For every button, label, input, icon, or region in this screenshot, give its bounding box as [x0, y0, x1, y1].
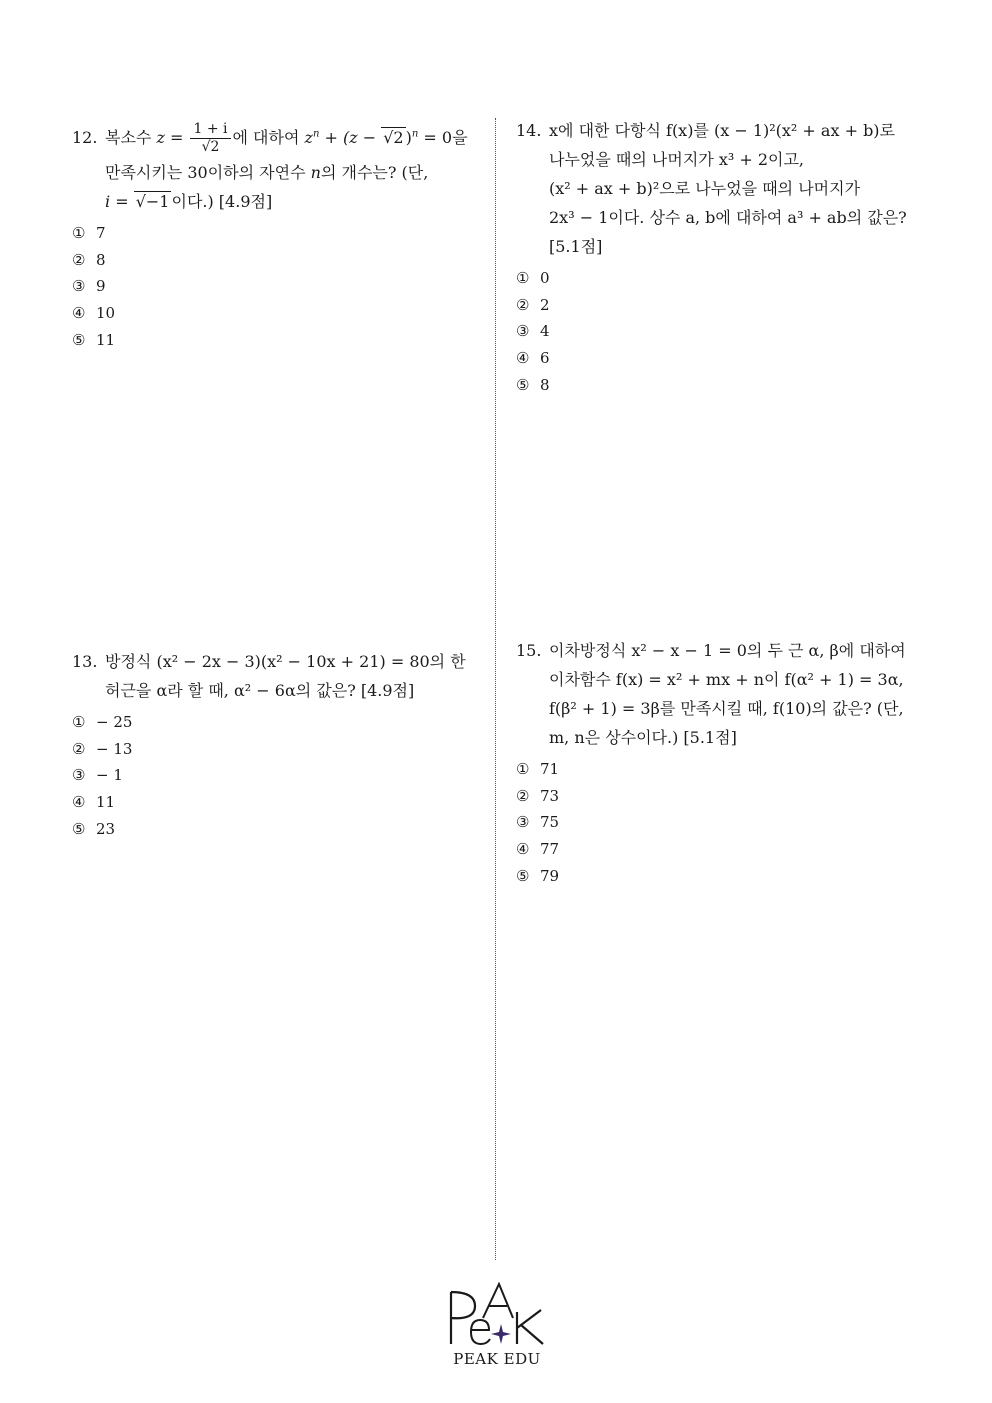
stem-line: x에 대한 다항식 f(x)를 (x − 1)²(x² + ax + b)로 [549, 121, 896, 140]
question-number: 15. [516, 641, 542, 660]
answer-choice[interactable]: ⑤ 79 [516, 866, 560, 885]
stem-line: 복소수 z = $\frac{1 + i}{√2}$ 에 대하여 $z^n + (z - √2$ )$^n$ = 0을 [105, 121, 468, 155]
answer-choices [516, 265, 926, 398]
peak-logo [443, 1282, 551, 1372]
stem-line: 이차방정식 x² − x − 1 = 0의 두 근 α, β에 대하여 [549, 641, 906, 660]
answer-choice[interactable]: ⑤ 11 [72, 330, 116, 349]
question-number: 12. [72, 128, 98, 147]
stem-line: (x² + ax + b)²으로 나누었을 때의 나머지가 [549, 179, 861, 198]
peak-logo-mark [445, 1282, 549, 1348]
answer-choice[interactable]: ① − 25 [72, 713, 133, 731]
answer-choice[interactable]: ③ 4 [516, 322, 550, 341]
answer-choice[interactable]: ③ 9 [72, 277, 106, 296]
answer-choice[interactable]: ③ 75 [516, 813, 560, 832]
answer-choice[interactable]: ① 7 [72, 224, 106, 242]
answer-choice[interactable]: ④ 6 [516, 349, 550, 368]
question-12 [72, 118, 482, 353]
stem-line: 이차함수 f(x) = x² + mx + n이 f(α² + 1) = 3α, [549, 670, 904, 689]
answer-choice[interactable]: ⑤ 23 [72, 819, 116, 838]
fraction: $\frac{1 + i}{√2}$ [190, 121, 230, 156]
answer-choices [72, 709, 482, 842]
question-13 [72, 647, 482, 842]
stem-line: m, n은 상수이다.) [5.1점] [549, 728, 737, 747]
answer-choice[interactable]: ② 2 [516, 295, 550, 314]
stem-line: 만족시키는 30이하의 자연수 n의 개수는? (단, [105, 163, 429, 182]
stem-line: i = √−1 이다.) [4.9점] [105, 192, 273, 211]
question-stem [72, 647, 482, 705]
answer-choice[interactable]: ④ 77 [516, 840, 560, 859]
question-stem [72, 118, 482, 216]
answer-choice[interactable]: ④ 10 [72, 304, 116, 323]
answer-choice[interactable]: ① 0 [516, 269, 550, 287]
question-stem [516, 116, 926, 261]
answer-choice[interactable]: ② 73 [516, 786, 560, 805]
stem-line: 방정식 (x² − 2x − 3)(x² − 10x + 21) = 80의 한 [105, 652, 466, 671]
stem-line: f(β² + 1) = 3β를 만족시킬 때, f(10)의 값은? (단, [549, 699, 904, 718]
answer-choice[interactable]: ③ − 1 [72, 766, 123, 785]
answer-choice[interactable]: ⑤ 8 [516, 375, 550, 394]
question-stem [516, 636, 926, 752]
question-number: 14. [516, 121, 542, 140]
stem-line: 허근을 α라 할 때, α² − 6α의 값은? [4.9점] [105, 681, 415, 700]
answer-choice[interactable]: ④ 11 [72, 793, 116, 812]
answer-choices [72, 220, 482, 353]
column-divider [495, 118, 496, 1260]
stem-line: 2x³ − 1이다. 상수 a, b에 대하여 a³ + ab의 값은? [549, 208, 907, 227]
stem-line: 나누었을 때의 나머지가 x³ + 2이고, [549, 150, 805, 169]
logo-caption: PEAK EDU [453, 1350, 541, 1368]
question-14 [516, 116, 926, 398]
stem-line: [5.1점] [549, 237, 603, 256]
answer-choice[interactable]: ② − 13 [72, 739, 133, 758]
answer-choice[interactable]: ① 71 [516, 760, 560, 778]
question-number: 13. [72, 652, 98, 671]
answer-choices [516, 756, 926, 889]
question-15 [516, 636, 926, 889]
answer-choice[interactable]: ② 8 [72, 250, 106, 269]
